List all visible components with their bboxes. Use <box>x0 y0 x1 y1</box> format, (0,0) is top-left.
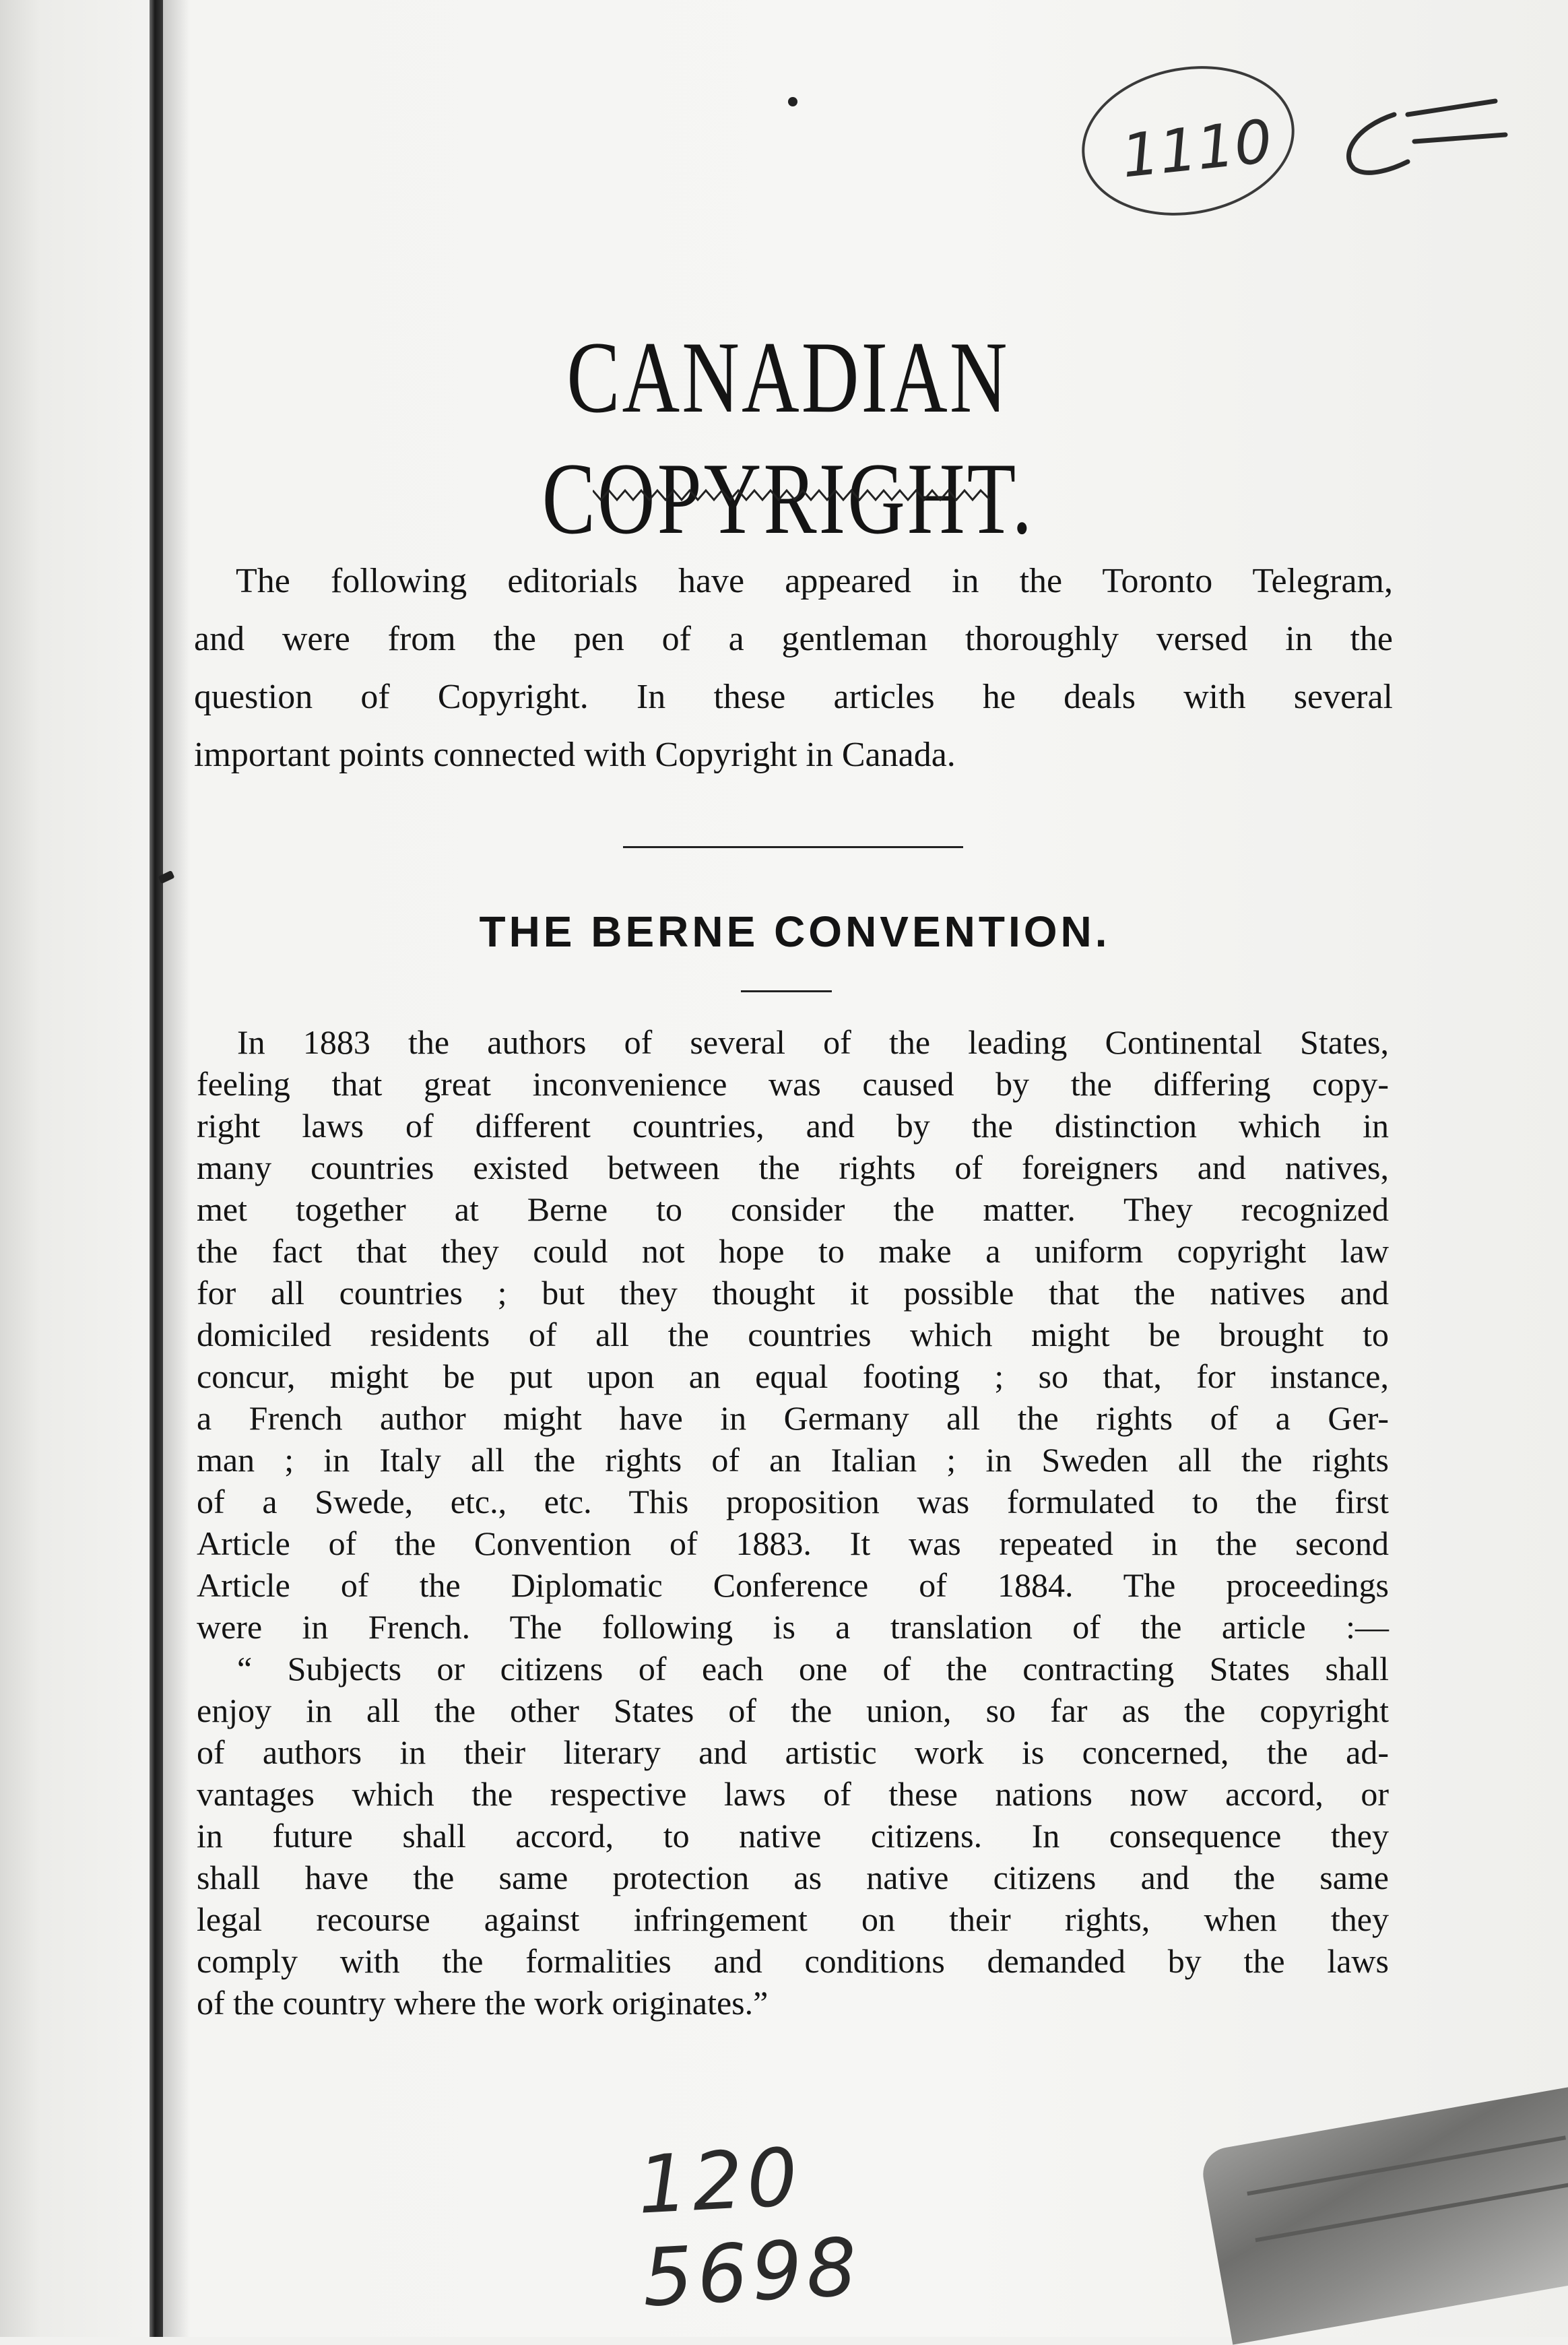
scanner-weight <box>1199 2087 1568 2345</box>
page-title: CANADIAN COPYRIGHT. <box>542 321 1035 555</box>
body-line: shall have the same protection as native citizens and the same <box>197 1859 1389 1896</box>
intro-paragraph <box>194 552 1393 784</box>
accession-number: 120 5698 <box>635 2130 863 2325</box>
body-line: vantages which the respective laws of these nations now accord, or <box>197 1775 1389 1813</box>
body-line: man ; in Italy all the rights of an Italian ; in Sweden all the rights <box>197 1441 1389 1479</box>
body-line: Article of the Diplomatic Conference of 1884. The proceedings <box>197 1566 1389 1604</box>
body-line: feeling that great inconvenience was caused by the differing copy- <box>197 1065 1389 1103</box>
body-line: met together at Berne to consider the matter. They recognized <box>197 1190 1389 1228</box>
body-line: the fact that they could not hope to make a uniform copyright law <box>197 1232 1389 1270</box>
handwritten-mark <box>1313 88 1509 189</box>
circled-number: 1110 <box>1118 106 1276 191</box>
heading-underline <box>741 990 832 992</box>
body-line: legal recourse against infringement on their rights, when they <box>197 1900 1389 1938</box>
body-line: concur, might be put upon an equal footing ; so that, for instance, <box>197 1357 1389 1395</box>
body-line: “ Subjects or citizens of each one of the contracting States shall <box>237 1650 1389 1688</box>
intro-line: and were from the pen of a gentleman thoroughly versed in the <box>194 620 1393 658</box>
body-line: Article of the Convention of 1883. It was repeated in the second <box>197 1524 1389 1562</box>
body-line: of a Swede, etc., etc. This proposition was formulated to the first <box>197 1483 1389 1520</box>
body-line: of the country where the work originates.” <box>197 1984 769 2022</box>
weight-stripe <box>1247 2135 1566 2195</box>
body-line: comply with the formalities and conditions demanded by the laws <box>197 1942 1389 1980</box>
body-line: were in French. The following is a translation of the article :— <box>197 1608 1389 1646</box>
body-line: a French author might have in Germany all the rights of a Ger- <box>197 1399 1389 1437</box>
body-line: right laws of different countries, and by the distinction which in <box>197 1107 1389 1145</box>
body-line: enjoy in all the other States of the union, so far as the copyright <box>197 1692 1389 1729</box>
body-line: In 1883 the authors of several of the leading Continental States, <box>237 1023 1389 1061</box>
ink-dot <box>788 97 797 106</box>
weight-stripe <box>1255 2182 1568 2242</box>
decorative-zigzag-rule <box>593 485 990 505</box>
intro-line: The following editorials have appeared in the Toronto Telegram, <box>236 562 1393 600</box>
body-line: of authors in their literary and artistic work is concerned, the ad- <box>197 1733 1389 1771</box>
binding-edge <box>150 0 163 2337</box>
intro-line: important points connected with Copyright in Canada. <box>194 736 956 774</box>
body-line: in future shall accord, to native citizens. In consequence they <box>197 1817 1389 1855</box>
body-line: domiciled residents of all the countries which might be brought to <box>197 1316 1389 1353</box>
intro-line: question of Copyright. In these articles he deals with several <box>194 678 1393 716</box>
body-line: many countries existed between the rights of foreigners and natives, <box>197 1149 1389 1186</box>
section-heading: THE BERNE CONVENTION. <box>479 907 1111 956</box>
body-paragraph <box>197 1021 1389 2024</box>
section-divider <box>623 846 963 848</box>
body-line: for all countries ; but they thought it possible that the natives and <box>197 1274 1389 1312</box>
binding-shadow <box>163 0 190 2337</box>
